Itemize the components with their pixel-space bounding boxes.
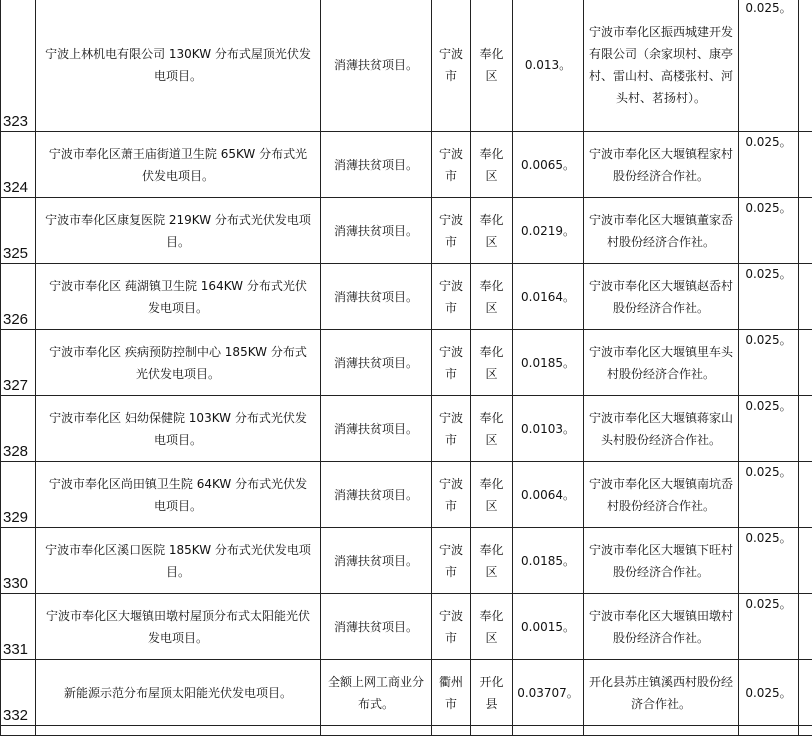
price: 0.025。 bbox=[739, 396, 799, 462]
district: 奉化区 bbox=[471, 528, 513, 594]
city: 宁波市 bbox=[432, 198, 471, 264]
price: 0.025。 bbox=[739, 462, 799, 528]
district: 奉化区 bbox=[471, 462, 513, 528]
price: 0.025。 bbox=[739, 528, 799, 594]
project-type: 消薄扶贫项目。 bbox=[321, 462, 432, 528]
district: 奉化区 bbox=[471, 198, 513, 264]
district: 奉化区 bbox=[471, 264, 513, 330]
project-type: 全额上网工商业分布式。 bbox=[321, 660, 432, 726]
edge-cell bbox=[799, 462, 812, 528]
row-number: 331 bbox=[1, 594, 36, 660]
capacity: 0.0103。 bbox=[513, 396, 584, 462]
district: 奉化区 bbox=[471, 594, 513, 660]
row-number: 326 bbox=[1, 264, 36, 330]
project-name: 宁波市奉化区溪口医院 185KW 分布式光伏发电项目。 bbox=[36, 528, 321, 594]
owner: 宁波市奉化区大堰镇里车头村股份经济合作社。 bbox=[584, 330, 739, 396]
owner: 宁波市奉化区大堰镇赵岙村股份经济合作社。 bbox=[584, 264, 739, 330]
capacity: 0.03707。 bbox=[513, 660, 584, 726]
owner: 宁波市奉化区振西城建开发有限公司（余家坝村、康亭村、雷山村、高楼张村、河头村、茗扬村）。 bbox=[584, 0, 739, 132]
row-number: 327 bbox=[1, 330, 36, 396]
project-type: 消薄扶贫项目。 bbox=[321, 198, 432, 264]
edge-cell bbox=[799, 528, 812, 594]
edge-cell bbox=[799, 198, 812, 264]
city: 宁波市 bbox=[432, 264, 471, 330]
district: 奉化区 bbox=[471, 132, 513, 198]
price: 0.025。 bbox=[739, 264, 799, 330]
project-type: 消薄扶贫项目。 bbox=[321, 396, 432, 462]
city: 宁波市 bbox=[432, 594, 471, 660]
price: 0.025。 bbox=[739, 198, 799, 264]
city: 宁波市 bbox=[432, 462, 471, 528]
city: 宁波市 bbox=[432, 528, 471, 594]
row-number: 330 bbox=[1, 528, 36, 594]
project-name: 宁波市奉化区尚田镇卫生院 64KW 分布式光伏发电项目。 bbox=[36, 462, 321, 528]
owner: 宁波市奉化区大堰镇下旺村股份经济合作社。 bbox=[584, 528, 739, 594]
table-row bbox=[1, 462, 812, 528]
capacity: 0.0065。 bbox=[513, 132, 584, 198]
table-row bbox=[1, 594, 812, 660]
project-type: 消薄扶贫项目。 bbox=[321, 330, 432, 396]
edge-cell bbox=[799, 264, 812, 330]
table-row bbox=[1, 660, 812, 726]
table-row bbox=[1, 198, 812, 264]
project-type: 消薄扶贫项目。 bbox=[321, 528, 432, 594]
table-row bbox=[1, 264, 812, 330]
edge-cell bbox=[799, 330, 812, 396]
price: 0.025。 bbox=[739, 330, 799, 396]
row-number: 329 bbox=[1, 462, 36, 528]
owner: 宁波市奉化区大堰镇董家岙村股份经济合作社。 bbox=[584, 198, 739, 264]
district: 奉化区 bbox=[471, 396, 513, 462]
capacity: 0.0015。 bbox=[513, 594, 584, 660]
owner: 宁波市奉化区大堰镇田墩村股份经济合作社。 bbox=[584, 594, 739, 660]
city: 宁波市 bbox=[432, 330, 471, 396]
project-type: 消薄扶贫项目。 bbox=[321, 132, 432, 198]
capacity: 0.0164。 bbox=[513, 264, 584, 330]
project-name: 宁波市奉化区 妇幼保健院 103KW 分布式光伏发电项目。 bbox=[36, 396, 321, 462]
owner: 开化县苏庄镇溪西村股份经济合作社。 bbox=[584, 660, 739, 726]
project-name: 新能源示范分布屋顶太阳能光伏发电项目。 bbox=[36, 660, 321, 726]
edge-cell bbox=[799, 594, 812, 660]
row-number: 323 bbox=[1, 0, 36, 132]
project-name: 宁波市奉化区 疾病预防控制中心 185KW 分布式光伏发电项目。 bbox=[36, 330, 321, 396]
project-name: 宁波上林机电有限公司 130KW 分布式屋顶光伏发电项目。 bbox=[36, 0, 321, 132]
edge-cell bbox=[799, 396, 812, 462]
edge-cell bbox=[799, 132, 812, 198]
city: 宁波市 bbox=[432, 0, 471, 132]
row-number: 325 bbox=[1, 198, 36, 264]
table-row bbox=[1, 0, 812, 132]
project-name: 宁波市奉化区大堰镇田墩村屋顶分布式太阳能光伏发电项目。 bbox=[36, 594, 321, 660]
row-number: 332 bbox=[1, 660, 36, 726]
project-type: 消薄扶贫项目。 bbox=[321, 0, 432, 132]
owner: 宁波市奉化区大堰镇南坑岙村股份经济合作社。 bbox=[584, 462, 739, 528]
district: 开化县 bbox=[471, 660, 513, 726]
table-row bbox=[1, 132, 812, 198]
capacity: 0.0185。 bbox=[513, 528, 584, 594]
project-name: 宁波市奉化区萧王庙街道卫生院 65KW 分布式光伏发电项目。 bbox=[36, 132, 321, 198]
owner: 宁波市奉化区大堰镇程家村股份经济合作社。 bbox=[584, 132, 739, 198]
price: 0.025。 bbox=[739, 0, 799, 132]
edge-cell bbox=[799, 660, 812, 726]
row-number: 328 bbox=[1, 396, 36, 462]
project-name: 宁波市奉化区 莼湖镇卫生院 164KW 分布式光伏发电项目。 bbox=[36, 264, 321, 330]
city: 宁波市 bbox=[432, 132, 471, 198]
project-type: 消薄扶贫项目。 bbox=[321, 594, 432, 660]
city: 宁波市 bbox=[432, 396, 471, 462]
table-row bbox=[1, 330, 812, 396]
price: 0.025。 bbox=[739, 132, 799, 198]
city: 衢州市 bbox=[432, 660, 471, 726]
district: 奉化区 bbox=[471, 0, 513, 132]
table-row bbox=[1, 528, 812, 594]
table-row bbox=[1, 396, 812, 462]
project-type: 消薄扶贫项目。 bbox=[321, 264, 432, 330]
price: 0.025。 bbox=[739, 660, 799, 726]
edge-cell bbox=[799, 0, 812, 132]
owner: 宁波市奉化区大堰镇蒋家山头村股份经济合作社。 bbox=[584, 396, 739, 462]
capacity: 0.0219。 bbox=[513, 198, 584, 264]
capacity: 0.0185。 bbox=[513, 330, 584, 396]
capacity: 0.013。 bbox=[513, 0, 584, 132]
capacity: 0.0064。 bbox=[513, 462, 584, 528]
row-number: 324 bbox=[1, 132, 36, 198]
price: 0.025。 bbox=[739, 594, 799, 660]
district: 奉化区 bbox=[471, 330, 513, 396]
project-name: 宁波市奉化区康复医院 219KW 分布式光伏发电项目。 bbox=[36, 198, 321, 264]
